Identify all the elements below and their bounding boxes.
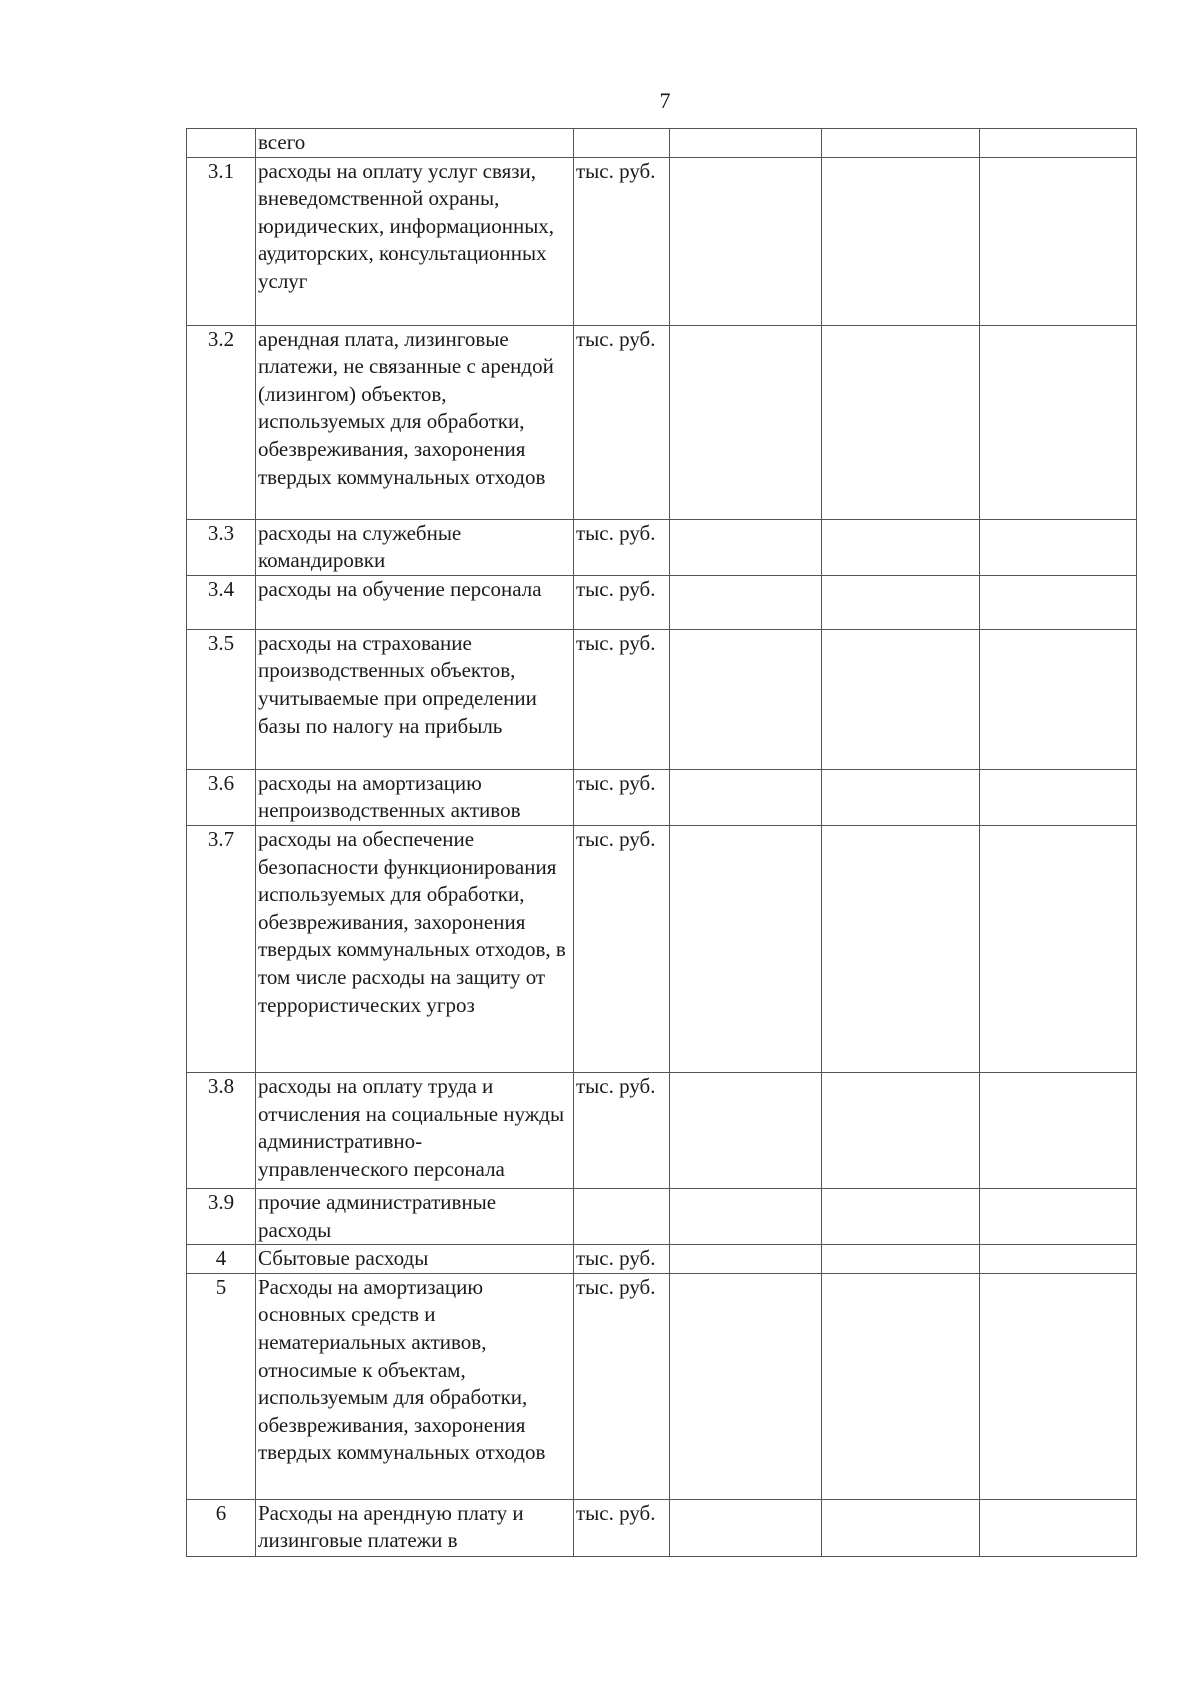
- row-number: 3.2: [187, 325, 256, 519]
- table-row: [187, 325, 1137, 519]
- value-cell: [670, 825, 822, 1072]
- table-row: [187, 1499, 1137, 1556]
- value-cell: [670, 157, 822, 325]
- value-cell: [670, 325, 822, 519]
- row-description: всего: [256, 129, 574, 158]
- row-unit: тыс. руб.: [574, 575, 670, 629]
- row-description: расходы на амортизацию непроизводственных активов: [256, 769, 574, 825]
- value-cell: [670, 769, 822, 825]
- table-row: [187, 1188, 1137, 1244]
- value-cell: [670, 629, 822, 769]
- row-description: расходы на обучение персонала: [256, 575, 574, 629]
- table-row: [187, 1273, 1137, 1499]
- row-description: расходы на служебные командировки: [256, 519, 574, 575]
- value-cell: [980, 769, 1137, 825]
- table-row: [187, 629, 1137, 769]
- row-description: Расходы на амортизацию основных средств и нематериальных активов, относимые к объектам, используемым для обработки, обезвреживания, захоронения твердых коммунальных отходов: [256, 1273, 574, 1499]
- table-row: [187, 825, 1137, 1072]
- row-description: Сбытовые расходы: [256, 1245, 574, 1274]
- value-cell: [980, 825, 1137, 1072]
- row-number: 6: [187, 1499, 256, 1556]
- value-cell: [670, 575, 822, 629]
- table-row: [187, 519, 1137, 575]
- row-number: 3.5: [187, 629, 256, 769]
- row-number: 3.9: [187, 1188, 256, 1244]
- row-description: арендная плата, лизинговые платежи, не связанные с арендой (лизингом) объектов, используемых для обработки, обезвреживания, захоронения твердых коммунальных отходов: [256, 325, 574, 519]
- row-unit: тыс. руб.: [574, 1072, 670, 1188]
- value-cell: [822, 1245, 980, 1274]
- value-cell: [822, 325, 980, 519]
- value-cell: [670, 129, 822, 158]
- value-cell: [980, 629, 1137, 769]
- value-cell: [980, 157, 1137, 325]
- value-cell: [822, 1188, 980, 1244]
- value-cell: [980, 575, 1137, 629]
- row-number: 3.7: [187, 825, 256, 1072]
- row-unit: тыс. руб.: [574, 1245, 670, 1274]
- value-cell: [670, 1245, 822, 1274]
- row-description: расходы на оплату услуг связи, вневедомственной охраны, юридических, информационных, аудиторских, консультационных услуг: [256, 157, 574, 325]
- row-unit: тыс. руб.: [574, 325, 670, 519]
- row-number: 3.8: [187, 1072, 256, 1188]
- row-unit: тыс. руб.: [574, 629, 670, 769]
- row-unit: тыс. руб.: [574, 519, 670, 575]
- row-description: Расходы на арендную плату и лизинговые платежи в: [256, 1499, 574, 1556]
- row-description: прочие административные расходы: [256, 1188, 574, 1244]
- table-row: [187, 1245, 1137, 1274]
- value-cell: [822, 769, 980, 825]
- row-unit: [574, 129, 670, 158]
- value-cell: [670, 1072, 822, 1188]
- value-cell: [822, 1499, 980, 1556]
- row-unit: тыс. руб.: [574, 1273, 670, 1499]
- value-cell: [980, 1245, 1137, 1274]
- page-number: 7: [659, 88, 671, 113]
- table-row: [187, 575, 1137, 629]
- row-description: расходы на страхование производственных объектов, учитываемые при определении базы по налогу на прибыль: [256, 629, 574, 769]
- row-description: расходы на оплату труда и отчисления на социальные нужды административно-управленческого персонала: [256, 1072, 574, 1188]
- value-cell: [980, 1188, 1137, 1244]
- value-cell: [670, 1273, 822, 1499]
- row-number: 4: [187, 1245, 256, 1274]
- value-cell: [822, 129, 980, 158]
- row-number: 3.3: [187, 519, 256, 575]
- row-number: 3.1: [187, 157, 256, 325]
- value-cell: [822, 575, 980, 629]
- value-cell: [822, 825, 980, 1072]
- value-cell: [822, 157, 980, 325]
- value-cell: [980, 325, 1137, 519]
- value-cell: [980, 1273, 1137, 1499]
- value-cell: [822, 1072, 980, 1188]
- expense-table: [186, 128, 1137, 1557]
- row-unit: тыс. руб.: [574, 825, 670, 1072]
- row-unit: тыс. руб.: [574, 769, 670, 825]
- row-number: 3.6: [187, 769, 256, 825]
- value-cell: [670, 519, 822, 575]
- value-cell: [980, 519, 1137, 575]
- row-number: 5: [187, 1273, 256, 1499]
- value-cell: [980, 129, 1137, 158]
- value-cell: [822, 1273, 980, 1499]
- row-number: 3.4: [187, 575, 256, 629]
- table-row: [187, 157, 1137, 325]
- row-unit: тыс. руб.: [574, 157, 670, 325]
- row-description: расходы на обеспечение безопасности функционирования используемых для обработки, обезвреживания, захоронения твердых коммунальных отходов, в том числе расходы на защиту от террористических угроз: [256, 825, 574, 1072]
- value-cell: [822, 629, 980, 769]
- row-unit: [574, 1188, 670, 1244]
- value-cell: [670, 1188, 822, 1244]
- table-row: [187, 1072, 1137, 1188]
- value-cell: [822, 519, 980, 575]
- row-unit: тыс. руб.: [574, 1499, 670, 1556]
- value-cell: [980, 1072, 1137, 1188]
- table-row: [187, 129, 1137, 158]
- table-row: [187, 769, 1137, 825]
- row-number: [187, 129, 256, 158]
- value-cell: [670, 1499, 822, 1556]
- value-cell: [980, 1499, 1137, 1556]
